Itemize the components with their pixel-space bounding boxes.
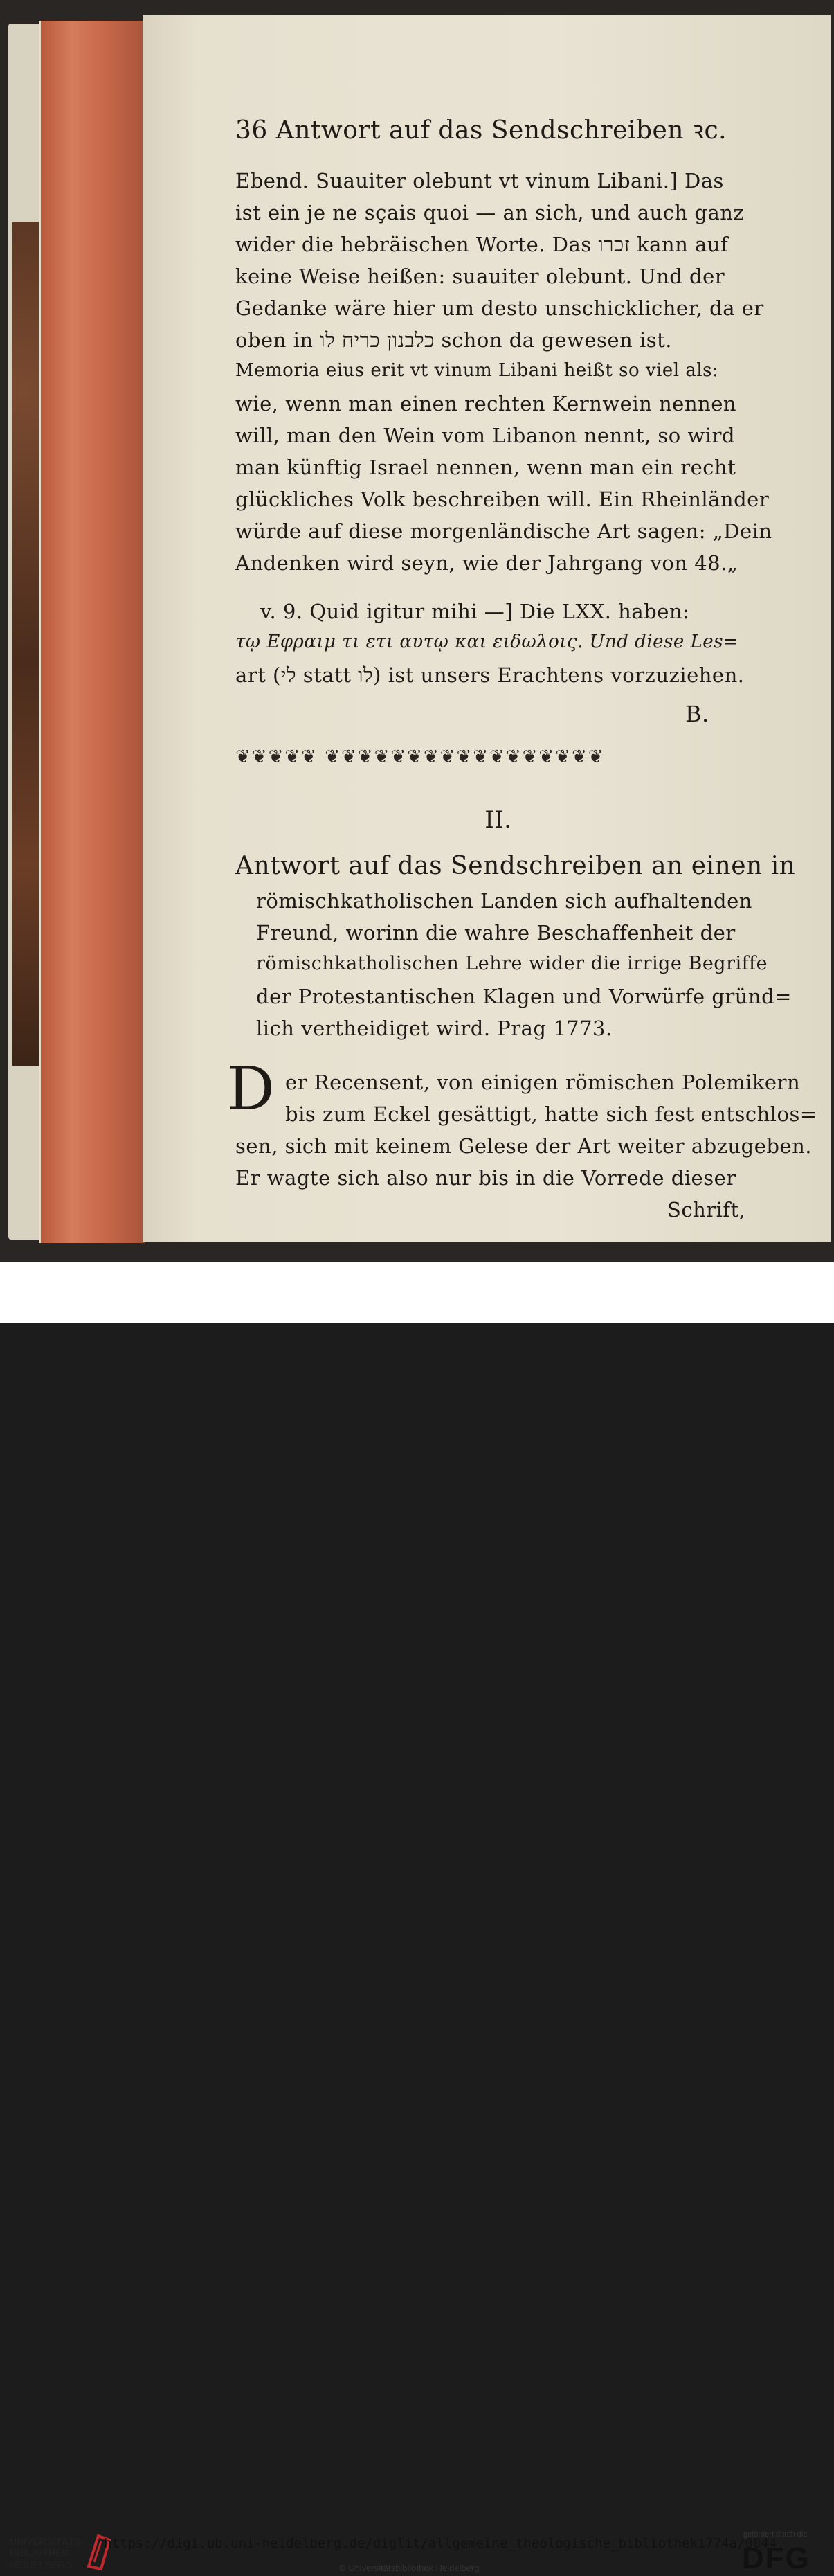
text-line: glückliches Volk beschreiben will. Ein Rheinländer	[235, 488, 770, 511]
text-line: wie, wenn man einen rechten Kernwein nennen	[235, 392, 737, 415]
signature: B.	[685, 701, 709, 727]
library-city: HEIDELBERG	[10, 2559, 73, 2570]
section-number: II.	[484, 806, 512, 834]
funded-by-label: gefördert durch die	[743, 2530, 808, 2539]
text-line: man künftig Israel nennen, wenn man ein recht	[235, 456, 736, 479]
text-line: Gedanke wäre hier um desto unschicklicher, da er	[235, 296, 764, 320]
permalink-url[interactable]: https://digi.ub.uni-heidelberg.de/diglit/allgemeine_theologische_bibliothek1774a/0044	[104, 2536, 777, 2551]
text-line: v. 9. Quid igitur mihi —] Die LXX. haben:	[260, 600, 690, 623]
text-line: sen, sich mit keinem Gelese der Art weiter abzugeben.	[235, 1134, 812, 1158]
title-line: lich vertheidiget wird. Prag 1773.	[256, 1017, 613, 1040]
title-line: Antwort auf das Sendschreiben an einen in	[235, 852, 796, 880]
library-name-line: BIBLIOTHEK	[10, 2547, 69, 2558]
text-line: oben in כלבנון כריח לו schon da gewesen ist.	[235, 328, 672, 352]
title-line: römischkatholischen Lehre wider die irrige Begriffe	[256, 953, 768, 974]
text-line: Er wagte sich also nur bis in die Vorrede dieser	[235, 1166, 736, 1190]
text-line: will, man den Wein vom Libanon nennt, so wird	[235, 424, 736, 447]
library-name-line: UNIVERSITÄTS-	[10, 2536, 84, 2547]
text-line: ist ein je ne sçais quoi — an sich, und auch ganz	[235, 201, 745, 224]
text-line: Memoria eius erit vt vinum Libani heißt so viel als:	[235, 360, 719, 381]
drop-cap: D	[227, 1055, 275, 1124]
scan-area	[0, 0, 834, 1262]
page-header: 36 Antwort auf das Sendschreiben ꝛc.	[235, 116, 727, 145]
text-line: wider die hebräischen Worte. Das זכרו kann auf	[235, 233, 729, 256]
viewer-footer	[0, 1262, 834, 2575]
catchword: Schrift,	[667, 1198, 746, 1222]
ornament-divider: ❦❦❦❦❦ ❦❦❦❦❦❦❦❦❦❦❦❦❦❦❦❦❦	[235, 746, 605, 767]
copyright-notice: © Universitätsbibliothek Heidelberg	[339, 2563, 480, 2573]
text-line: keine Weise heißen: suauiter olebunt. Und der	[235, 265, 725, 288]
page-edges	[39, 21, 145, 1243]
text-line: würde auf diese morgenländische Art sagen: „Dein	[235, 519, 772, 543]
title-line: römischkatholischen Landen sich aufhaltenden	[256, 889, 752, 913]
dfg-logo: DFG	[742, 2541, 810, 2575]
text-line: art (לי statt לו) ist unsers Erachtens vorzuziehen.	[235, 663, 745, 687]
text-line: er Recensent, von einigen römischen Polemikern	[285, 1071, 801, 1094]
text-line: Ebend. Suauiter olebunt vt vinum Libani.] Das	[235, 169, 724, 193]
text-line: bis zum Eckel gesättigt, hatte sich fest entschlos=	[285, 1102, 817, 1126]
text-line: Andenken wird seyn, wie der Jahrgang von 48.„	[235, 551, 738, 575]
text-line: τῳ Εφραιμ τι ετι αυτῳ και ειδωλοις. Und diese Les=	[235, 632, 739, 652]
title-line: Freund, worinn die wahre Beschaffenheit der	[256, 921, 736, 945]
library-name	[10, 2536, 84, 2558]
title-line: der Protestantischen Klagen und Vorwürfe gründ=	[256, 985, 792, 1008]
